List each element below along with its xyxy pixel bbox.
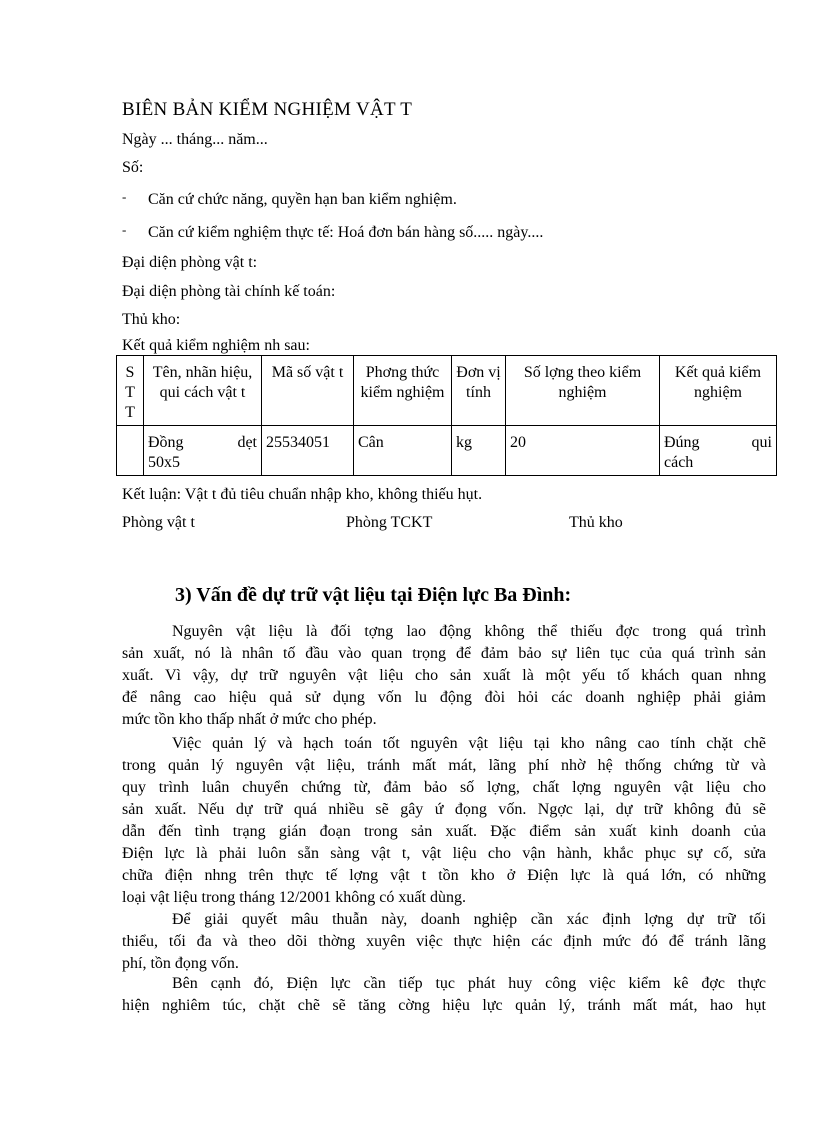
header-unit: Đơn vị tính xyxy=(452,356,506,426)
bullet-text: Căn cứ kiểm nghiệm thực tế: Hoá đơn bán hàng số..... ngày.... xyxy=(148,224,544,241)
paragraph: Việc quản lý và hạch toán tốt nguyên vật liệu tại kho nâng cao tính chặt chẽ trong quản lý nguyên vật liệu, tránh mất mát, lãng phí nhờ hệ thống chứng từ và quy trình luân chuyển chứng từ, đảm bảo số lợng, chất lợng nguyên vật liệu cho sản xuất. Nếu dự trữ quá nhiều sẽ gây ứ đọng vốn. Ngợc lại, dự trữ không đủ sẽ dẫn đến tình trạng gián đoạn trong sản xuất. Đặc điểm sản xuất kinh doanh của Điện lực là phải luôn sẵn sàng vật t, vật liệu cho vận hành, khắc phục sự cố, sửa chữa điện nhng trên thực tế lợng vật t tồn kho ở Điện lực là quá lớn, có những loại vật liệu trong tháng 12/2001 không có xuất dùng. xyxy=(122,735,766,906)
result-intro: Kết quả kiểm nghiệm nh sau: xyxy=(122,337,310,354)
table-header-row xyxy=(117,356,777,426)
signature-material: Phòng vật t xyxy=(122,514,195,531)
cell-method: Cân xyxy=(354,426,452,476)
inspection-table xyxy=(116,355,777,476)
signature-storekeeper: Thủ kho xyxy=(569,514,623,531)
cell-unit: kg xyxy=(452,426,506,476)
table-row xyxy=(117,426,777,476)
cell-code: 25534051 xyxy=(262,426,354,476)
report-title: BIÊN BẢN KIỂM NGHIỆM VẬT T xyxy=(122,99,413,120)
header-name: Tên, nhãn hiệu, qui cách vật t xyxy=(144,356,262,426)
bullet-item xyxy=(122,190,457,210)
bullet-marker: - xyxy=(122,189,127,204)
cell-stt xyxy=(117,426,144,476)
bullet-item xyxy=(122,223,543,243)
storekeeper-line: Thủ kho: xyxy=(122,311,181,328)
paragraph: Bên cạnh đó, Điện lực cần tiếp tục phát huy công việc kiểm kê đợc thực hiện nghiêm túc, chặt chẽ sẽ tăng cờng hiệu lực quản lý, tránh mất mát, hao hụt xyxy=(122,975,766,1014)
rep-material-line: Đại diện phòng vật t: xyxy=(122,254,258,271)
cell-result: Đúng qui cách xyxy=(660,426,777,476)
signature-finance: Phòng TCKT xyxy=(346,514,433,531)
cell-qty: 20 xyxy=(506,426,660,476)
header-method: Phơng thức kiểm nghiệm xyxy=(354,356,452,426)
paragraph: Để giải quyết mâu thuẫn này, doanh nghiệp cần xác định lợng dự trữ tối thiểu, tối đa và theo dõi thờng xuyên việc thực hiện các định mức đó để tránh lãng phí, tồn đọng vốn. xyxy=(122,911,766,972)
bullet-text: Căn cứ chức năng, quyền hạn ban kiểm nghiệm. xyxy=(148,191,457,208)
paragraph: Nguyên vật liệu là đối tợng lao động không thể thiếu đợc trong quá trình sản xuất, nó là nhân tố đầu vào quan trọng để đảm bảo sự liên tục của quá trình sản xuất. Vì vậy, dự trữ nguyên vật liệu cho sản xuất là một yếu tố khách quan nhng để nâng cao hiệu quả sử dụng vốn lu động đòi hỏi các doanh nghiệp phải giảm mức tồn kho thấp nhất ở mức cho phép. xyxy=(122,623,766,728)
section-heading: 3) Vấn đề dự trữ vật liệu tại Điện lực Ba Đình: xyxy=(175,584,572,606)
header-code: Mã số vật t xyxy=(262,356,354,426)
bullet-marker: - xyxy=(122,222,127,237)
header-result: Kết quả kiểm nghiệm xyxy=(660,356,777,426)
header-stt: S T T xyxy=(117,356,144,426)
date-line: Ngày ... tháng... năm... xyxy=(122,131,268,148)
conclusion: Kết luận: Vật t đủ tiêu chuẩn nhập kho, không thiếu hụt. xyxy=(122,486,483,503)
header-qty: Số lợng theo kiểm nghiệm xyxy=(506,356,660,426)
number-line: Số: xyxy=(122,159,144,176)
cell-name: Đồng dẹt 50x5 xyxy=(144,426,262,476)
rep-finance-line: Đại diện phòng tài chính kế toán: xyxy=(122,283,336,300)
